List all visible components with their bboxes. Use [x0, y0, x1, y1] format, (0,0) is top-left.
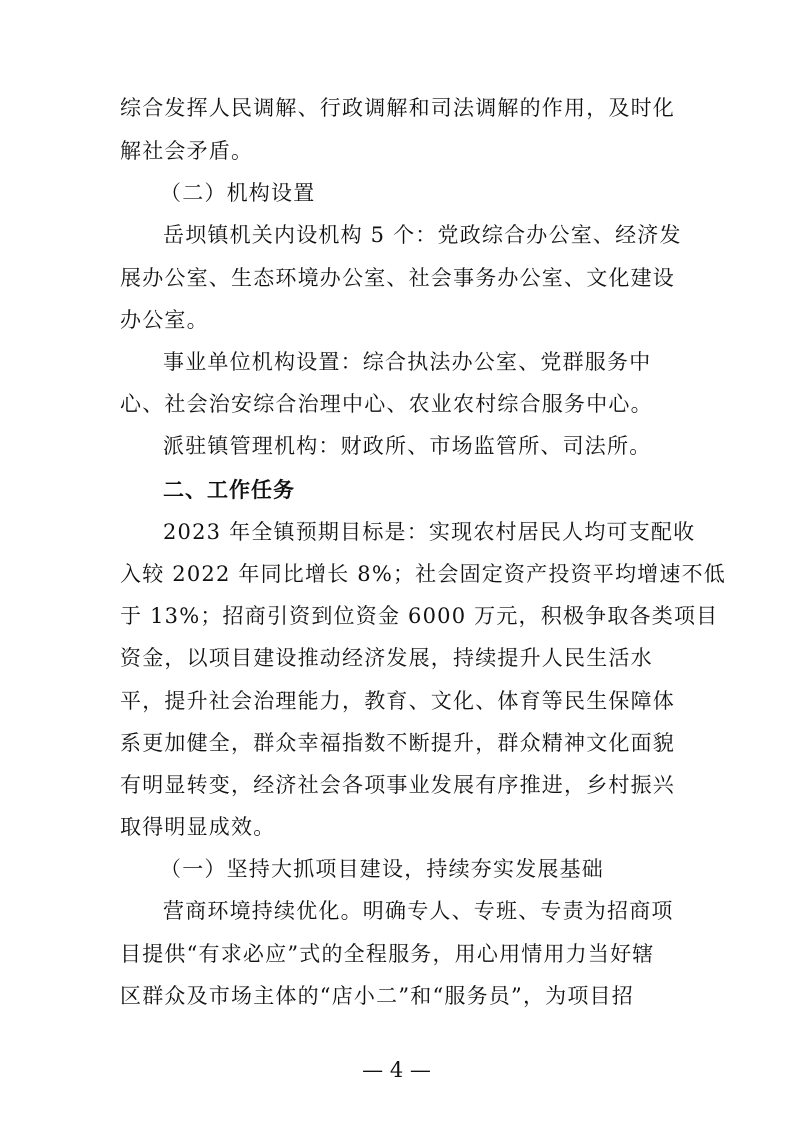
paragraph-line: 营商环境持续优化。明确专人、专班、专责为招商项: [163, 899, 674, 923]
paragraph-line: 目提供“有求必应”式的全程服务，用心用情用力当好辖: [120, 942, 655, 966]
paragraph-line: 综合发挥人民调解、行政调解和司法调解的作用，及时化: [120, 96, 675, 120]
paragraph-line: 取得明显成效。: [120, 815, 276, 839]
paragraph-line: 平，提升社会治理能力，教育、文化、体育等民生保障体: [120, 689, 675, 713]
paragraph-line: 派驻镇管理机构：财政所、市场监管所、司法所。: [163, 434, 652, 458]
paragraph-line: 2023 年全镇预期目标是：实现农村居民人均可支配收: [163, 520, 696, 544]
paragraph-line: 展办公室、生态环境办公室、社会事务办公室、文化建设: [120, 266, 675, 290]
paragraph-line: 于 13%；招商引资到位资金 6000 万元，积极争取各类项目: [120, 604, 719, 628]
paragraph-line: 区群众及市场主体的“店小二”和“服务员”，为项目招: [120, 984, 634, 1008]
paragraph-line: 资金，以项目建设推动经济发展，持续提升人民生活水: [120, 646, 653, 670]
paragraph-line: 入较 2022 年同比增长 8%；社会固定资产投资平均增速不低: [120, 562, 726, 586]
paragraph-line: 岳坝镇机关内设机构 5 个：党政综合办公室、经济发: [163, 223, 682, 247]
paragraph-line: 事业单位机构设置：综合执法办公室、党群服务中: [163, 350, 652, 374]
page-number: — 4 —: [362, 1058, 431, 1082]
section-heading: 二、工作任务: [163, 478, 295, 502]
paragraph-line: 办公室。: [120, 308, 209, 332]
section-subheading: （一）坚持大抓项目建设，持续夯实发展基础: [160, 857, 604, 881]
paragraph-line: 心、社会治安综合治理中心、农业农村综合服务中心。: [120, 392, 653, 416]
paragraph-line: 解社会矛盾。: [120, 139, 254, 163]
paragraph-line: 有明显转变，经济社会各项事业发展有序推进，乡村振兴: [120, 773, 675, 797]
section-subheading: （二）机构设置: [160, 181, 316, 205]
paragraph-line: 系更加健全，群众幸福指数不断提升，群众精神文化面貌: [120, 731, 675, 755]
